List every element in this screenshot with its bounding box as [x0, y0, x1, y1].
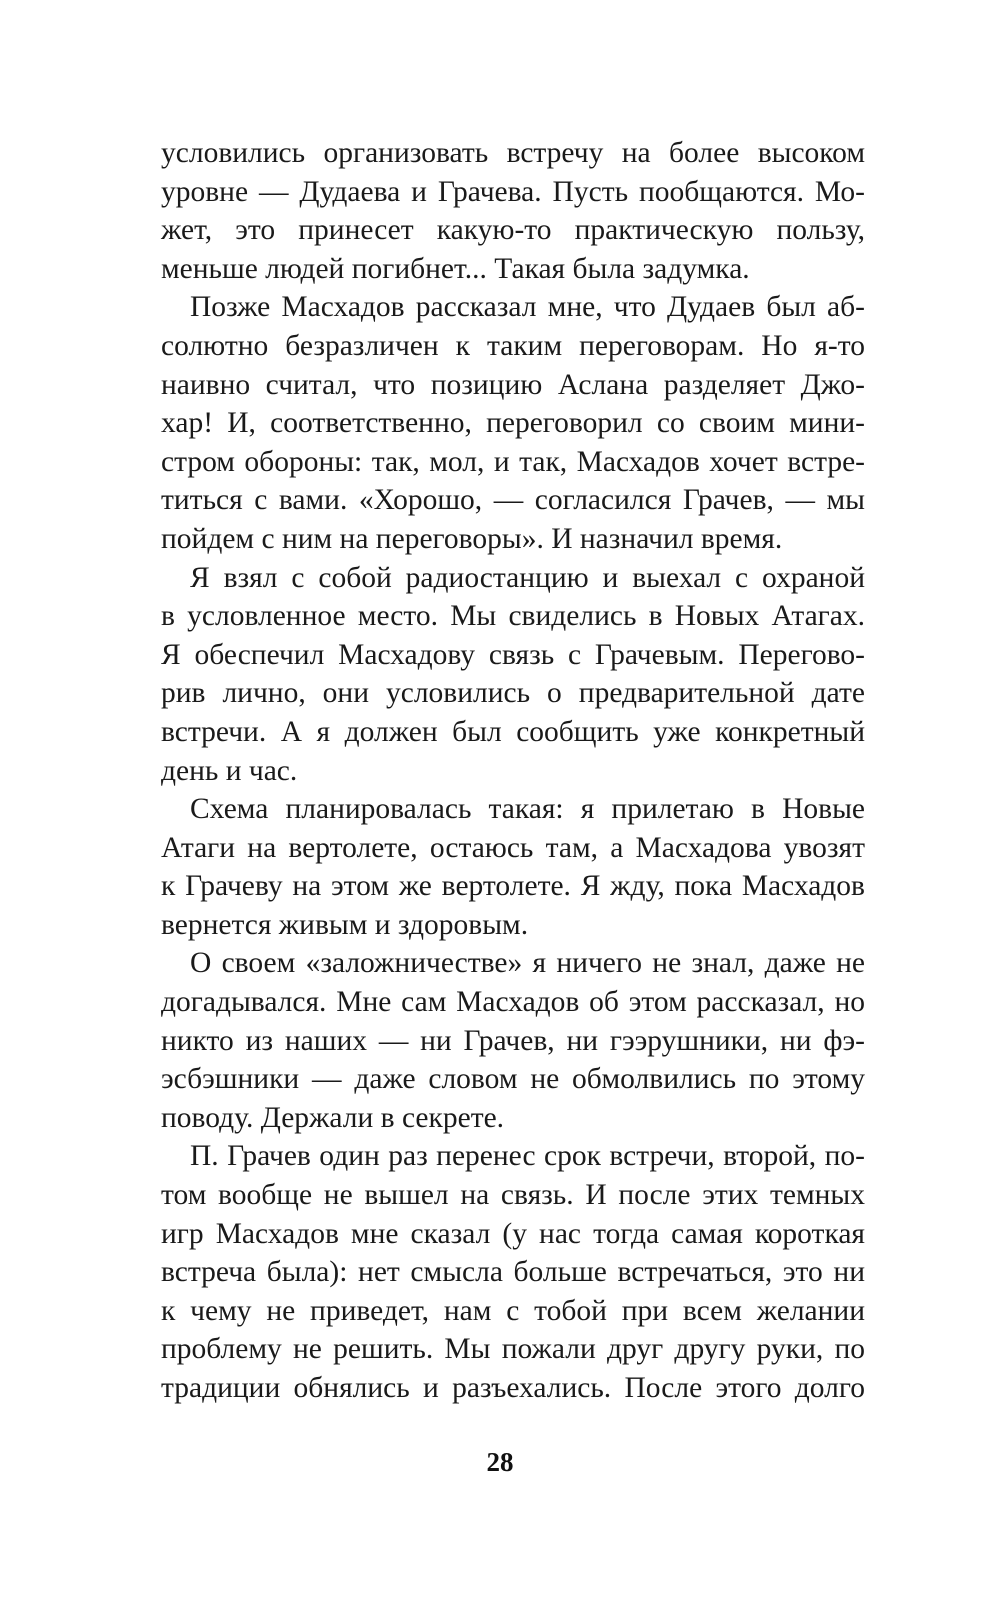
text-line: к чему не приведет, нам с тобой при всем желании: [161, 1294, 865, 1327]
text-line: Атаги на вертолете, остаюсь там, а Масхадова увозят: [161, 831, 865, 864]
text-line: рив лично, они условились о предварительной дате: [161, 677, 865, 710]
body-text: [161, 134, 865, 1408]
text-line: встреча была): нет смысла больше встречаться, это ни: [161, 1256, 865, 1289]
text-line: наивно считал, что позицию Аслана разделяет Джо-: [161, 368, 865, 401]
page-number: 28: [486, 1447, 514, 1477]
text-line: хар! И, соответственно, переговорил со своим мини-: [161, 407, 865, 440]
text-line: встречи. А я должен был сообщить уже конкретный: [161, 715, 865, 748]
text-line: поводу. Держали в секрете.: [161, 1101, 505, 1134]
text-line: условились организовать встречу на более высоком: [161, 137, 865, 169]
text-line: жет, это принесет какую-то практическую пользу,: [161, 214, 865, 247]
text-line: П. Грачев один раз перенес срок встречи, второй, по-: [190, 1140, 865, 1173]
text-line: догадывался. Мне сам Масхадов об этом рассказал, но: [161, 986, 865, 1019]
text-line: в условленное место. Мы свиделись в Новых Атагах.: [161, 600, 865, 633]
text-line: игр Масхадов мне сказал (у нас тогда самая короткая: [161, 1217, 865, 1250]
text-line: Позже Масхадов рассказал мне, что Дудаев был аб-: [190, 291, 865, 324]
text-line: солютно безразличен к таким переговорам. Но я-то: [161, 329, 865, 362]
text-line: уровне — Дудаева и Грачева. Пусть пообщаются. Мо-: [161, 175, 865, 208]
text-line: меньше людей погибнет... Такая была задумка.: [161, 252, 750, 285]
text-line: О своем «заложничестве» я ничего не знал, даже не: [190, 947, 865, 980]
text-line: эсбэшники — даже словом не обмолвились по этому: [161, 1063, 865, 1096]
text-line: Я взял с собой радиостанцию и выехал с охраной: [190, 561, 865, 594]
text-line: Схема планировалась такая: я прилетаю в Новые: [190, 793, 865, 826]
text-line: титься с вами. «Хорошо, — согласился Грачев, — мы: [161, 484, 865, 517]
text-line: том вообще не вышел на связь. И после этих темных: [161, 1179, 865, 1212]
text-line: никто из наших — ни Грачев, ни гээрушники, ни фэ-: [161, 1024, 865, 1057]
text-line: к Грачеву на этом же вертолете. Я жду, пока Масхадов: [161, 870, 865, 903]
text-line: пойдем с ним на переговоры». И назначил время.: [161, 522, 783, 555]
text-line: проблему не решить. Мы пожали друг другу руки, по: [161, 1333, 865, 1366]
text-line: стром обороны: так, мол, и так, Масхадов хочет встре-: [161, 445, 865, 478]
text-line: день и час.: [161, 754, 298, 787]
text-line: Я обеспечил Масхадову связь с Грачевым. Перегово-: [161, 638, 865, 671]
text-line: вернется живым и здоровым.: [161, 908, 529, 941]
text-line: традиции обнялись и разъехались. После этого долго: [161, 1372, 865, 1404]
